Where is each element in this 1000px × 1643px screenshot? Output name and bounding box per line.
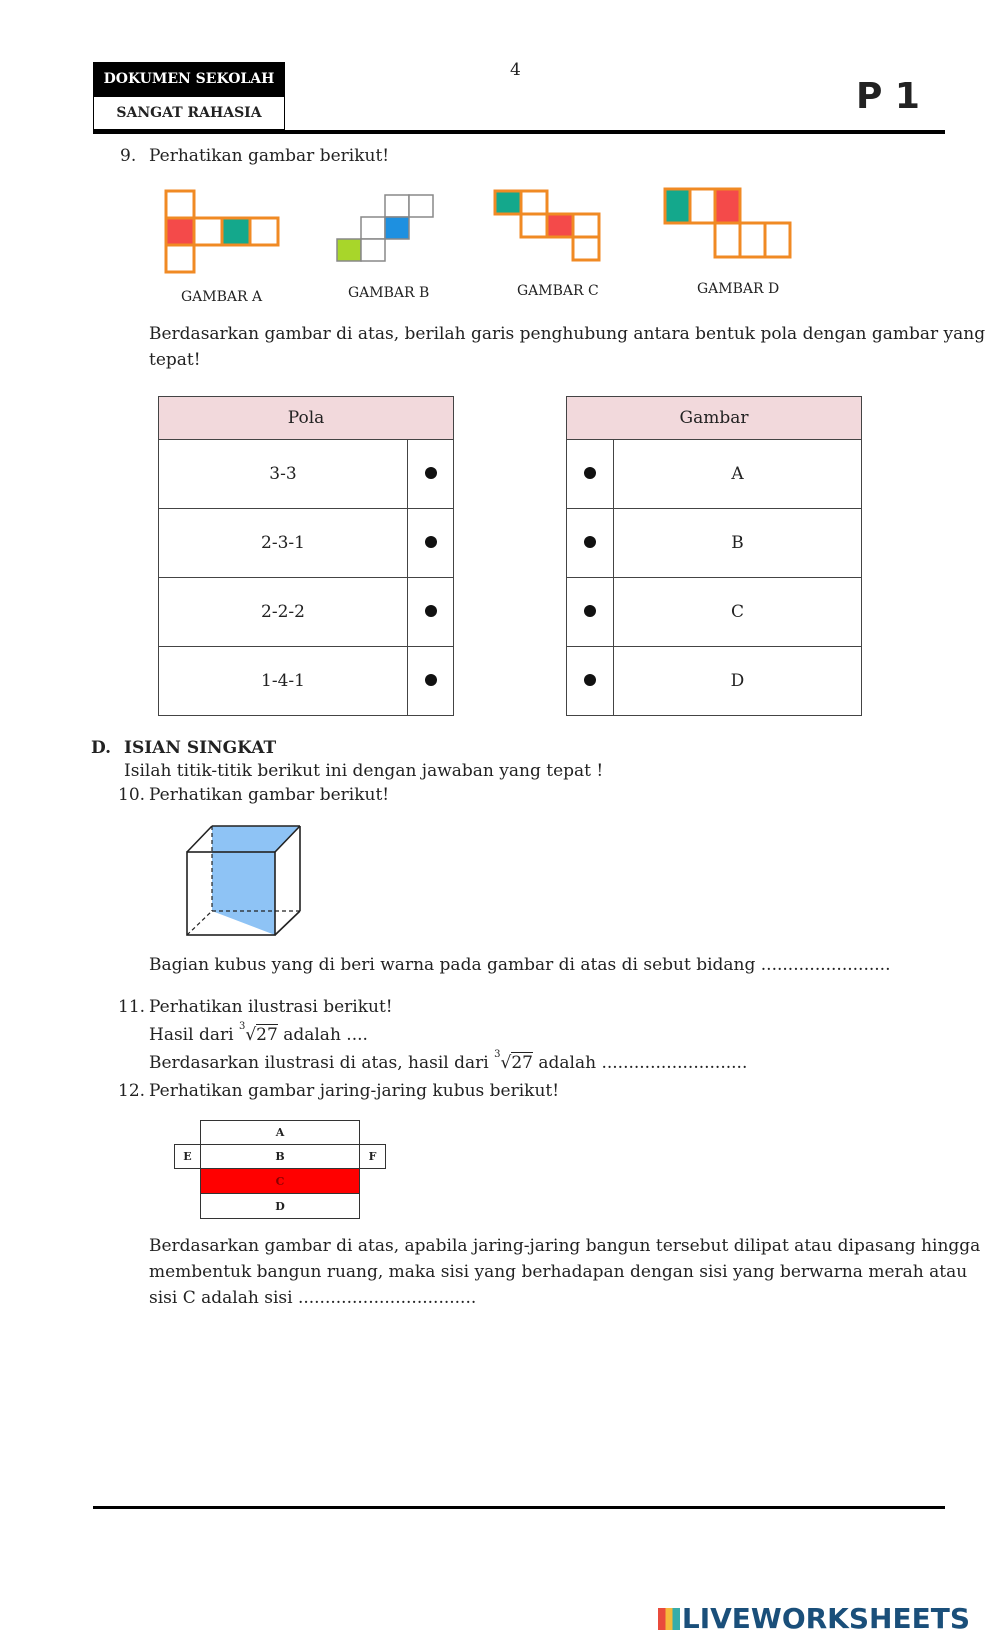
net-face-d: D [200, 1193, 360, 1219]
q11-prompt: Perhatikan ilustrasi berikut! [149, 997, 393, 1017]
radicand: 27 [511, 1053, 533, 1073]
section-title: ISIAN SINGKAT [124, 738, 277, 758]
radicand: 27 [256, 1025, 278, 1045]
gambar-a-caption: GAMBAR A [181, 289, 263, 305]
cube-root-expression [238, 1021, 278, 1045]
q12-prompt: Perhatikan gambar jaring-jaring kubus berikut! [149, 1081, 560, 1101]
footer-rule [93, 1506, 945, 1509]
gambar-d-net [662, 186, 796, 260]
q10-number: 10. [118, 785, 146, 805]
gambar-b-net [336, 192, 436, 262]
root-index: 3 [494, 1049, 501, 1061]
pola-cell: 2-2-2 [159, 578, 408, 647]
brand-text: LIVEWORKSHEETS [681, 1602, 970, 1635]
q11-line1 [149, 1021, 368, 1045]
doc-label: DOKUMEN SEKOLAH [93, 62, 285, 96]
gambar-dot-cell[interactable] [567, 440, 614, 509]
connector-dot[interactable] [584, 605, 596, 617]
net-face-a: A [200, 1120, 360, 1145]
gambar-cell: A [614, 440, 862, 509]
net-face-e: E [174, 1144, 201, 1169]
gambar-dot-cell[interactable] [567, 647, 614, 716]
gambar-b-caption: GAMBAR B [348, 285, 430, 301]
footer-logo[interactable] [658, 1602, 970, 1635]
paper-code: P 1 [856, 76, 920, 117]
gambar-dot-cell[interactable] [567, 578, 614, 647]
pola-table [158, 396, 454, 716]
q12-text-line3: sisi C adalah sisi ................................. [149, 1288, 477, 1308]
q11-number: 11. [118, 997, 146, 1017]
connector-dot[interactable] [425, 536, 437, 548]
q10-prompt: Perhatikan gambar berikut! [149, 785, 390, 805]
gambar-header: Gambar [567, 397, 862, 440]
cube-figure [182, 823, 306, 939]
q11-line2 [149, 1049, 748, 1073]
section-instruction: Isilah titik-titik berikut ini dengan jawaban yang tepat ! [124, 761, 604, 781]
gambar-a-net [160, 188, 290, 278]
q9-prompt: Perhatikan gambar berikut! [149, 146, 390, 166]
gambar-c-caption: GAMBAR C [517, 283, 599, 299]
q12-text-line2: membentuk bangun ruang, maka sisi yang berhadapan dengan sisi yang berwarna merah atau [149, 1262, 968, 1282]
root-index: 3 [238, 1021, 246, 1033]
pola-dot-cell[interactable] [408, 578, 454, 647]
connector-dot[interactable] [584, 536, 596, 548]
cube-root-expression [494, 1049, 533, 1073]
gambar-dot-cell[interactable] [567, 509, 614, 578]
pola-dot-cell[interactable] [408, 647, 454, 716]
connector-dot[interactable] [425, 605, 437, 617]
gambar-cell: C [614, 578, 862, 647]
gambar-table [566, 396, 862, 716]
pola-cell: 1-4-1 [159, 647, 408, 716]
cube-net [174, 1120, 389, 1220]
radical-icon: √ [500, 1053, 512, 1073]
q11-line2-post: adalah ........................... [538, 1053, 748, 1073]
brand-icon [658, 1608, 680, 1630]
gambar-cell: D [614, 647, 862, 716]
connector-dot[interactable] [584, 467, 596, 479]
gambar-d-caption: GAMBAR D [697, 281, 780, 297]
connector-dot[interactable] [425, 467, 437, 479]
connector-dot[interactable] [425, 674, 437, 686]
q11-line2-pre: Berdasarkan ilustrasi di atas, hasil dari [149, 1053, 489, 1073]
q11-line1-post: adalah .... [283, 1025, 368, 1045]
pola-dot-cell[interactable] [408, 509, 454, 578]
secret-label: SANGAT RAHASIA [93, 96, 285, 130]
gambar-cell: B [614, 509, 862, 578]
q12-number: 12. [118, 1081, 146, 1101]
gambar-c-net [492, 188, 608, 270]
pola-header: Pola [159, 397, 454, 440]
net-face-b: B [200, 1144, 360, 1169]
q9-instruction-line1: Berdasarkan gambar di atas, berilah garis penghubung antara bentuk pola dengan gambar yang [149, 324, 986, 344]
q9-number: 9. [120, 146, 137, 166]
q11-line1-pre: Hasil dari [149, 1025, 234, 1045]
section-letter: D. [91, 738, 112, 758]
page-number: 4 [510, 60, 521, 80]
connector-dot[interactable] [584, 674, 596, 686]
radical-icon: √ [245, 1025, 257, 1045]
q10-question: Bagian kubus yang di beri warna pada gambar di atas di sebut bidang ........................ [149, 955, 891, 975]
header-rule [93, 130, 945, 134]
q12-text-line1: Berdasarkan gambar di atas, apabila jaring-jaring bangun tersebut dilipat atau dipasang hingga [149, 1236, 981, 1256]
pola-cell: 2-3-1 [159, 509, 408, 578]
q9-instruction-line2: tepat! [149, 350, 201, 370]
net-face-f: F [359, 1144, 386, 1169]
pola-cell: 3-3 [159, 440, 408, 509]
pola-dot-cell[interactable] [408, 440, 454, 509]
net-face-c: C [200, 1168, 360, 1194]
